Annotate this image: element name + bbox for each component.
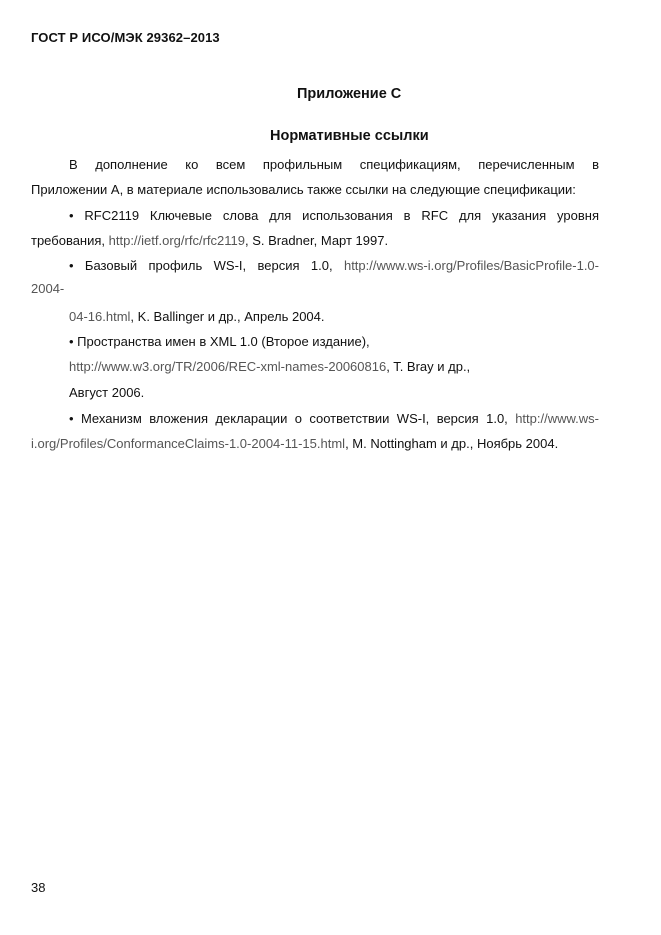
reference-1-line-1: • RFC2119 Ключевые слова для использования в RFC для указания уровня [69, 208, 599, 223]
reference-4-link-part-2[interactable]: i.org/Profiles/ConformanceClaims-1.0-2004-11-15.html [31, 436, 346, 451]
reference-4-tail: , M. Nottingham и др., Ноябрь 2004. [345, 436, 559, 451]
document-header: ГОСТ Р ИСО/МЭК 29362–2013 [31, 30, 220, 45]
reference-2-link-part-2[interactable]: 2004- [31, 281, 65, 296]
reference-1-line-2 [31, 233, 388, 248]
reference-1-text: требования, [31, 233, 109, 248]
reference-3-line-2 [69, 359, 470, 374]
reference-2-text: • Базовый профиль WS-I, версия 1.0, [69, 258, 344, 273]
reference-4-link-part-1[interactable]: http://www.ws- [515, 411, 599, 426]
reference-3-line-1: • Пространства имен в XML 1.0 (Второе издание), [69, 334, 370, 349]
intro-line-2: Приложении А, в материале использовались также ссылки на следующие спецификации: [31, 182, 576, 197]
reference-3-tail: , T. Bray и др., [386, 359, 471, 374]
reference-3-line-3: Август 2006. [69, 385, 145, 400]
reference-4-text: • Механизм вложения декларации о соответствии WS-I, версия 1.0, [69, 411, 516, 426]
page-number: 38 [31, 880, 46, 895]
reference-2-line-2 [31, 281, 64, 296]
reference-1-tail: , S. Bradner, Март 1997. [244, 233, 389, 248]
reference-2-line-3 [69, 309, 325, 324]
reference-2-link-part-3[interactable]: 04-16.html [69, 309, 131, 324]
reference-2-line-1 [69, 258, 599, 273]
annex-title: Приложение С [297, 86, 402, 102]
section-title: Нормативные ссылки [270, 128, 429, 144]
reference-4-line-1 [69, 411, 599, 426]
reference-4-line-2 [31, 436, 558, 451]
reference-3-link[interactable]: http://www.w3.org/TR/2006/REC-xml-names-20060816 [69, 359, 387, 374]
reference-2-link-part-1[interactable]: http://www.ws-i.org/Profiles/BasicProfile-1.0- [343, 258, 599, 273]
intro-line-1: В дополнение ко всем профильным спецификациям, перечисленным в [69, 157, 599, 172]
reference-1-link[interactable]: http://ietf.org/rfc/rfc2119 [108, 233, 245, 248]
reference-2-tail: , K. Ballinger и др., Апрель 2004. [130, 309, 325, 324]
